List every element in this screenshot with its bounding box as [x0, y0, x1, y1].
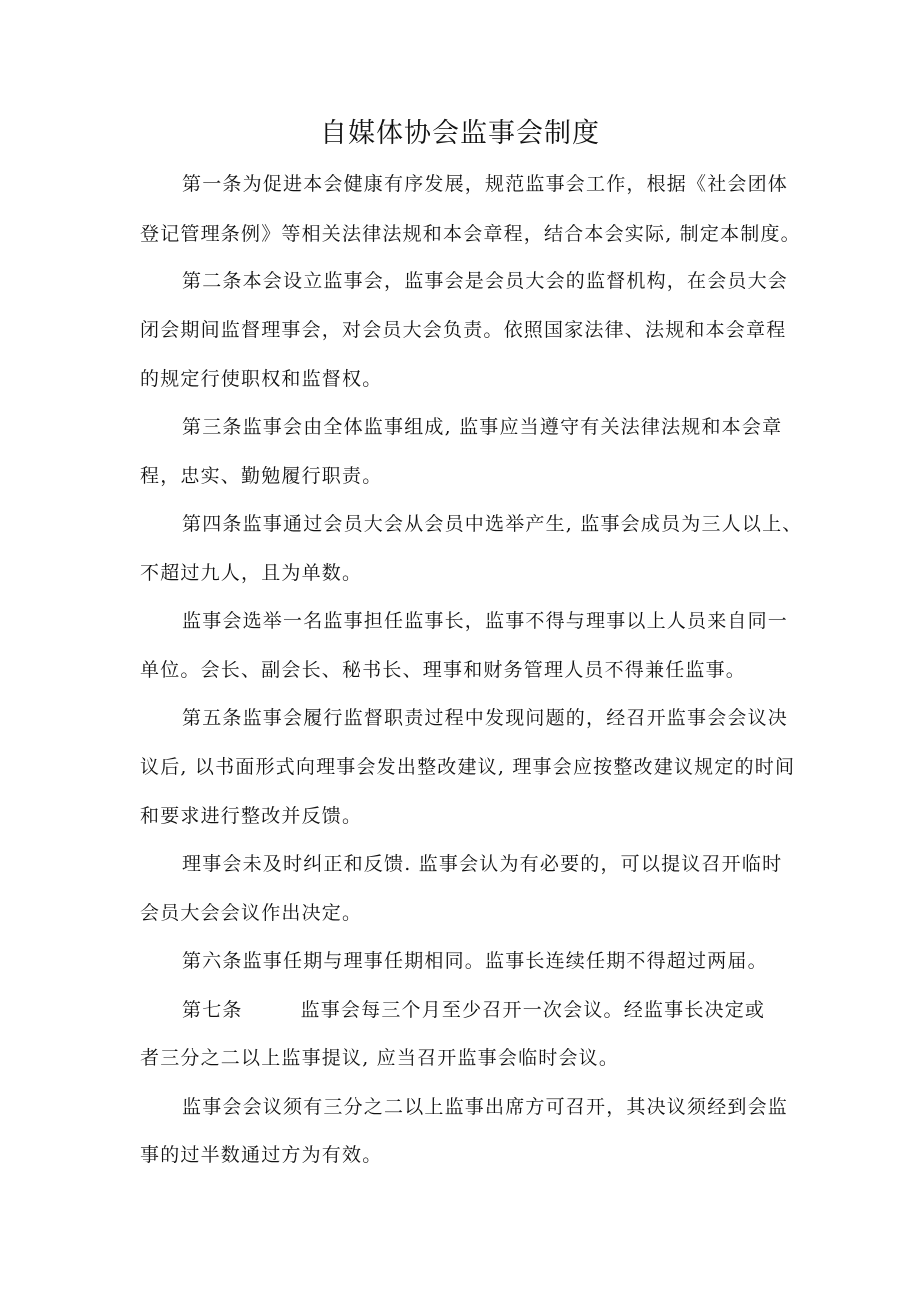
- article-1-line-2: 登记管理条例》等相关法律法规和本会章程，结合本会实际, 制定本制度。: [140, 223, 801, 245]
- article-5-line-1: 第五条监事会履行监督职责过程中发现问题的，经召开监事会会议决: [182, 707, 789, 729]
- article-1-line-1: 第一条为促进本会健康有序发展，规范监事会工作，根据《社会团体: [182, 173, 789, 195]
- article-4-para-2-line-2: 单位。会长、副会长、秘书长、理事和财务管理人员不得兼任监事。: [140, 659, 747, 681]
- article-7-line-1: 第七条 监事会每三个月至少召开一次会议。经监事长决定或: [182, 999, 766, 1021]
- article-4-line-1: 第四条监事通过会员大会从会员中选举产生, 监事会成员为三人以上、: [182, 513, 803, 535]
- document-title: 自媒体协会监事会制度: [320, 118, 600, 149]
- article-4-line-2: 不超过九人，且为单数。: [140, 562, 363, 584]
- article-3-line-1: 第三条监事会由全体监事组成, 监事应当遵守有关法律法规和本会章: [182, 416, 783, 438]
- article-2-line-2: 闭会期间监督理事会，对会员大会负责。依照国家法律、法规和本会章程: [140, 319, 787, 341]
- article-7-line-2: 者三分之二以上监事提议, 应当召开监事会临时会议。: [140, 1047, 620, 1069]
- article-5-line-3: 和要求进行整改并反馈。: [140, 805, 363, 827]
- article-3-line-2: 程，忠实、勤勉履行职责。: [140, 465, 383, 487]
- article-4-para-2-line-1: 监事会选举一名监事担任监事长，监事不得与理事以上人员来自同一: [182, 610, 789, 632]
- article-2-line-1: 第二条本会设立监事会，监事会是会员大会的监督机构，在会员大会: [182, 270, 789, 292]
- article-6-line-1: 第六条监事任期与理事任期相同。监事长连续任期不得超过两届。: [182, 950, 768, 972]
- article-5-line-2: 议后, 以书面形式向理事会发出整改建议, 理事会应按整改建议规定的时间: [140, 756, 796, 778]
- article-2-line-3: 的规定行使职权和监督权。: [140, 368, 383, 390]
- article-7-para-2-line-2: 事的过半数通过方为有效。: [140, 1144, 383, 1166]
- article-5-para-2-line-2: 会员大会会议作出决定。: [140, 902, 363, 924]
- article-5-para-2-line-1: 理事会未及时纠正和反馈. 监事会认为有必要的，可以提议召开临时: [182, 853, 783, 875]
- article-7-para-2-line-1: 监事会会议须有三分之二以上监事出席方可召开，其决议须经到会监: [182, 1096, 789, 1118]
